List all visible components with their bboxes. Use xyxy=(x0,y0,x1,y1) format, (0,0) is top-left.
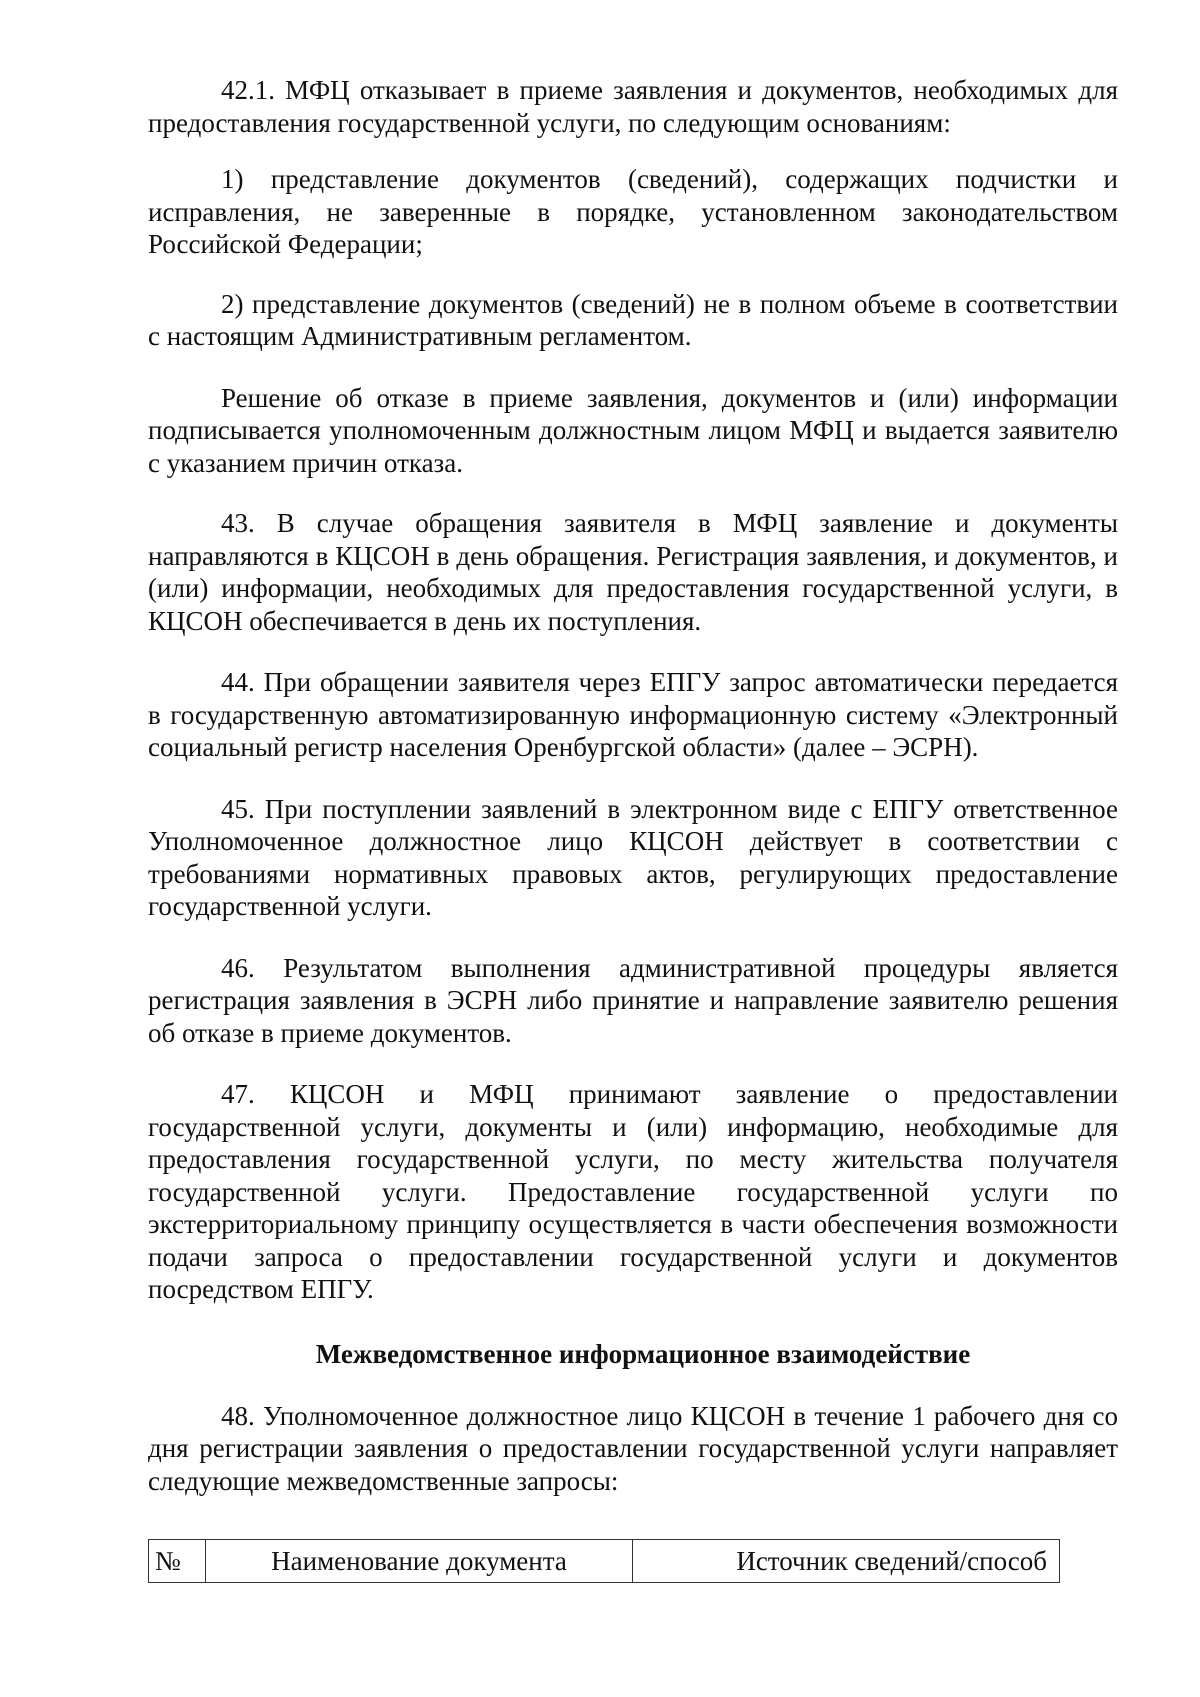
paragraph-46: 46. Результатом выполнения административной процедуры является регистрация заявления в ЭСРН либо принятие и направление заявителю решения об отказе в приеме документов. xyxy=(148,952,1118,1048)
paragraph-48: 48. Уполномоченное должностное лицо КЦСОН в течение 1 рабочего дня со дня регистрации заявления о предоставлении государственной услуги направляет следующие межведомственные запросы: xyxy=(148,1400,1118,1496)
paragraph-43: 43. В случае обращения заявителя в МФЦ заявление и документы направляются в КЦСОН в день обращения. Регистрация заявления, и документов, и (или) информации, необходимых для предоставления государственной услуги, в КЦСОН обеспечивается в день их поступления. xyxy=(148,508,1118,636)
paragraph-47: 47. КЦСОН и МФЦ принимают заявление о предоставлении государственной услуги, документы и (или) информацию, необходимые для предоставления государственной услуги, по месту жительства получателя государственной услуги. Предоставление государственной услуги по экстерриториальному принципу осуществляется в части обеспечения возможности подачи запроса о предоставлении государственной услуги и документов посредством ЕПГУ. xyxy=(148,1079,1118,1304)
paragraph-42-1: 42.1. МФЦ отказывает в приеме заявления и документов, необходимых для предоставления государственной услуги, по следующим основаниям: xyxy=(148,75,1118,138)
paragraph-45: 45. При поступлении заявлений в электронном виде с ЕПГУ ответственное Уполномоченное должностное лицо КЦСОН действует в соответствии с требованиями нормативных правовых актов, регулирующих предоставление государственной услуги. xyxy=(148,793,1118,921)
document-page xyxy=(148,74,1118,1526)
column-header-source: Источник сведений/способ xyxy=(633,1540,1060,1583)
paragraph-refusal-decision: Решение об отказе в приеме заявления, документов и (или) информации подписывается уполномоченным должностным лицом МФЦ и выдается заявителю с указанием причин отказа. xyxy=(148,382,1118,478)
table-header-row xyxy=(149,1540,1060,1583)
requests-table xyxy=(148,1539,1060,1583)
column-header-document-name: Наименование документа xyxy=(206,1540,633,1583)
paragraph-44: 44. При обращении заявителя через ЕПГУ запрос автоматически передается в государственную автоматизированную информационную систему «Электронный социальный регистр населения Оренбургской области» (далее – ЭСРН). xyxy=(148,667,1118,762)
column-header-number: № xyxy=(149,1540,206,1583)
paragraph-42-1-item-2: 2) представление документов (сведений) не в полном объеме в соответствии с настоящим Административным регламентом. xyxy=(148,288,1118,351)
section-heading: Межведомственное информационное взаимодействие xyxy=(315,1338,971,1369)
paragraph-42-1-item-1: 1) представление документов (сведений), содержащих подчистки и исправления, не заверенные в порядке, установленном законодательством Российской Федерации; xyxy=(148,164,1118,259)
